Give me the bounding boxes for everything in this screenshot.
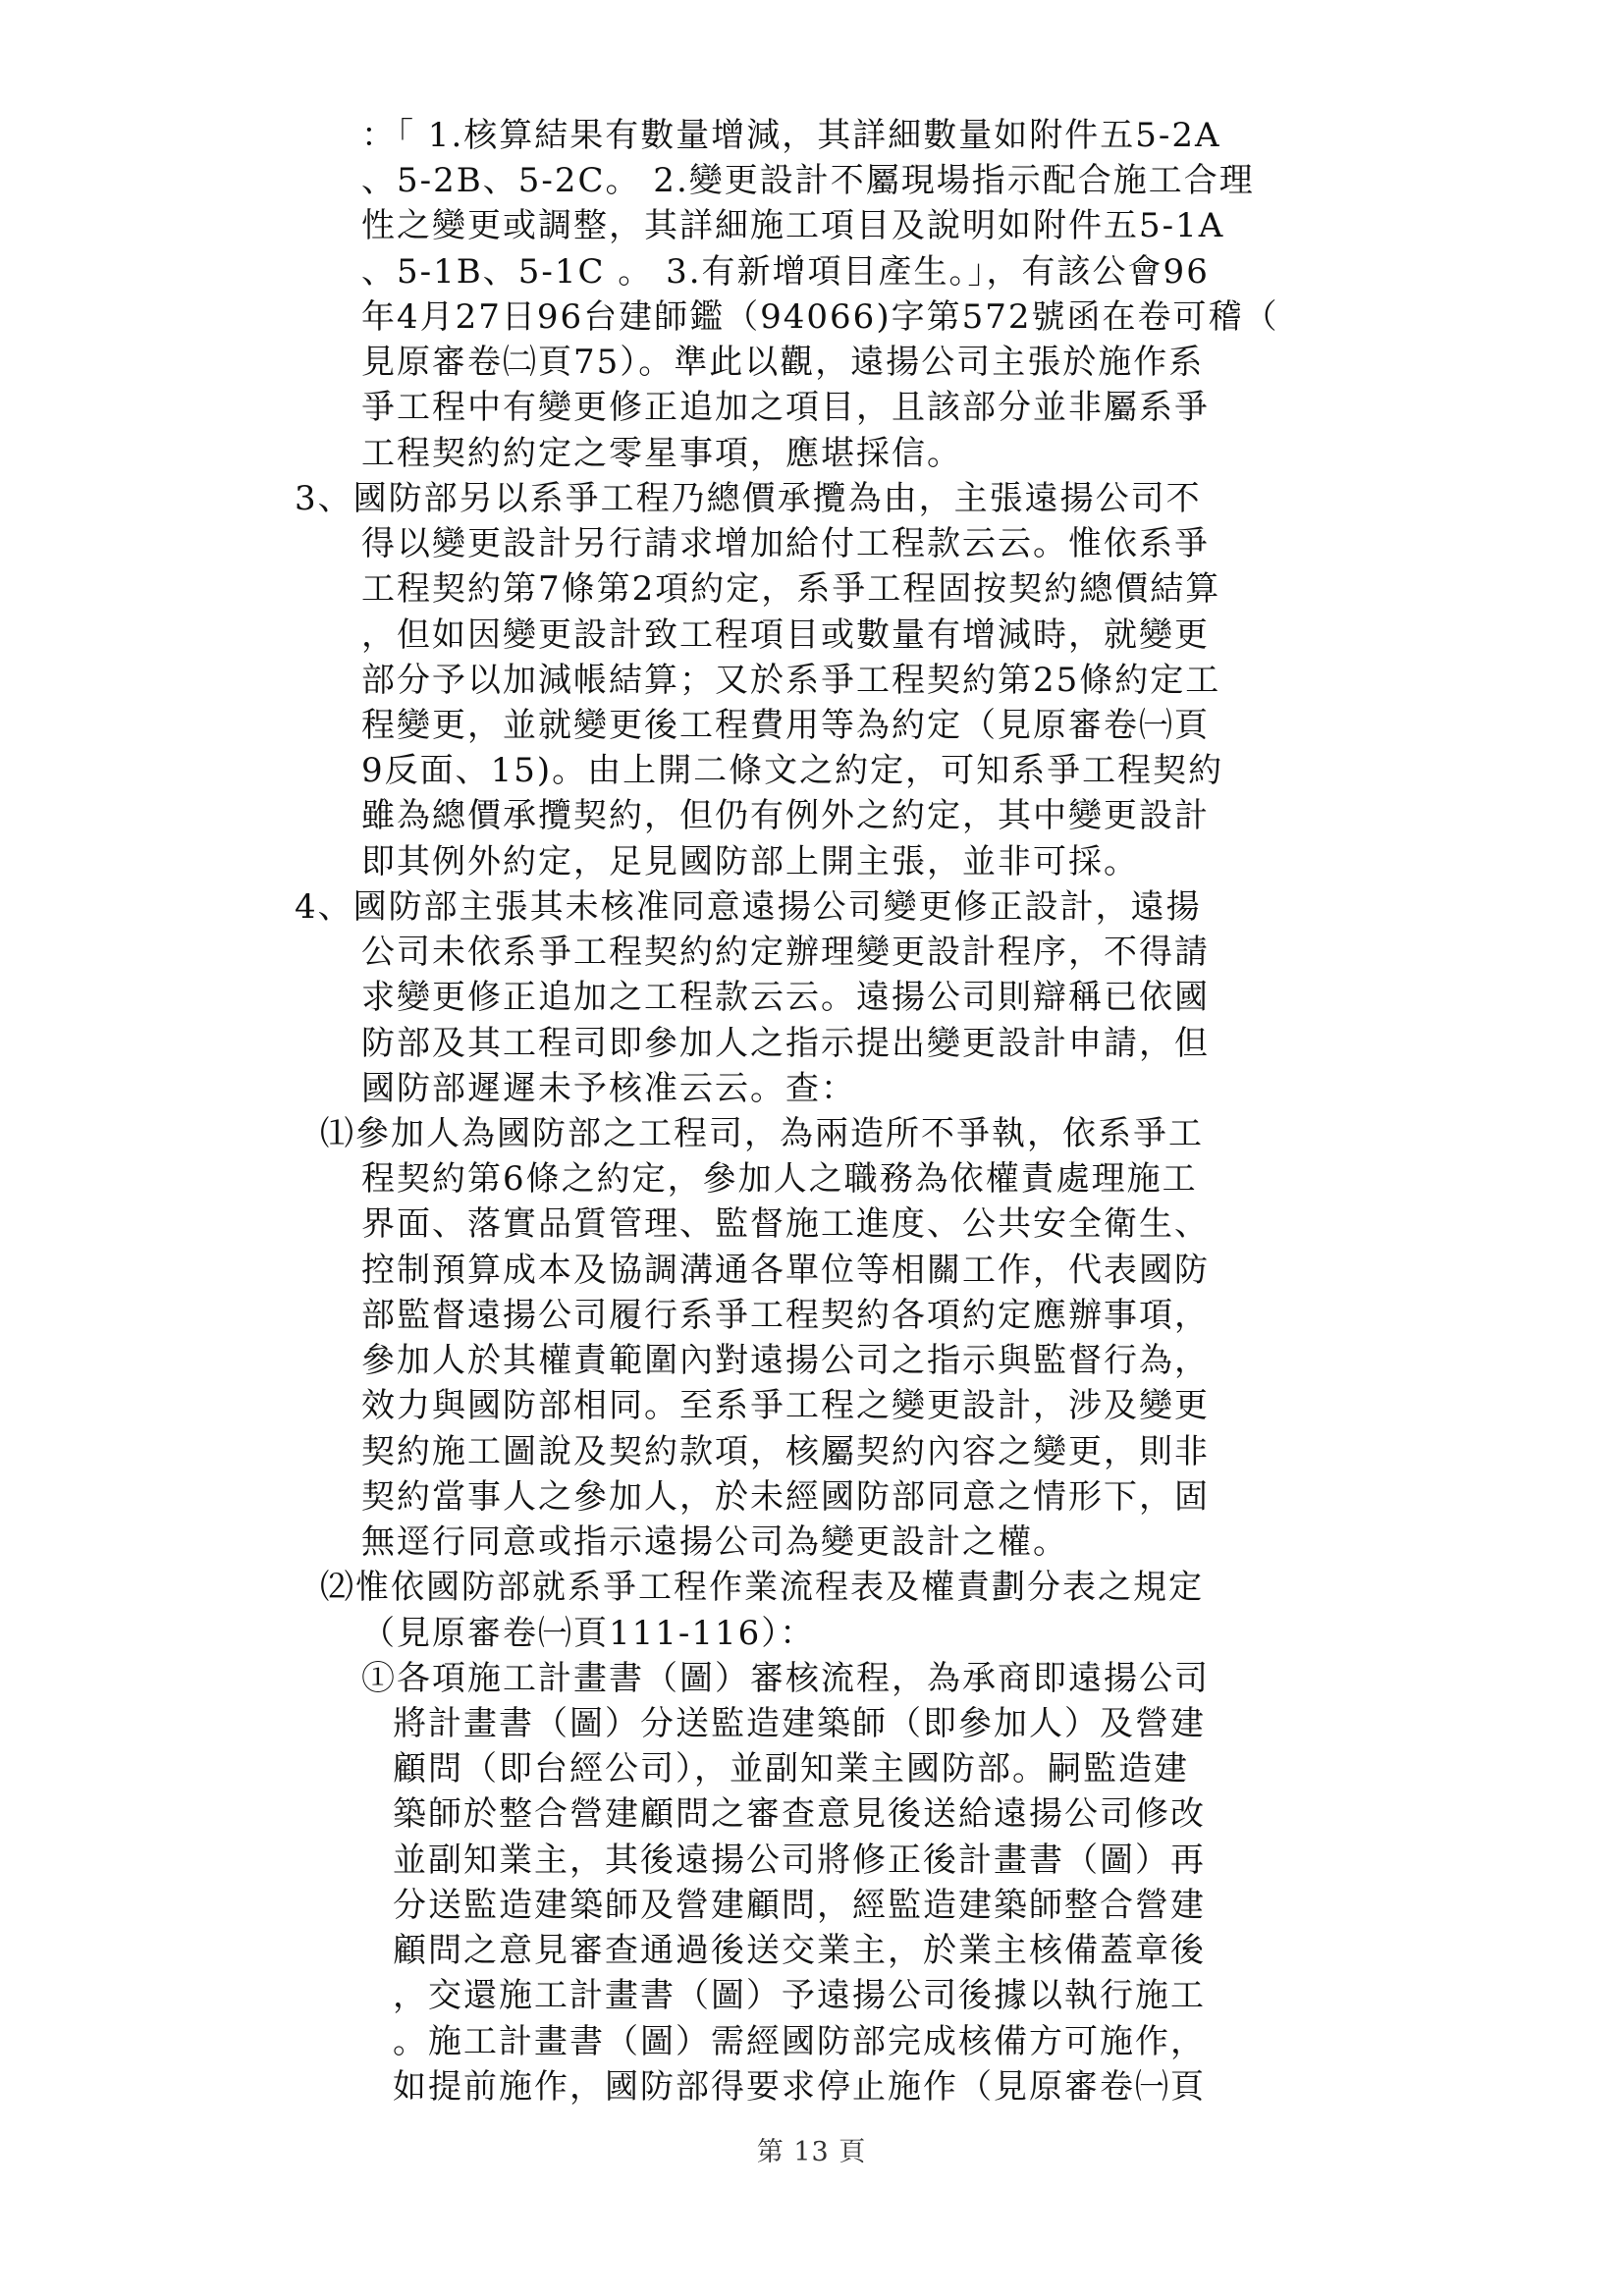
text-line: 部分予以加減帳結算；又於系爭工程契約第25條約定工 xyxy=(361,660,1221,700)
text-line: 無逕行同意或指示遠揚公司為變更設計之權。 xyxy=(361,1522,1068,1563)
text-line: 9反面、15)。由上開二條文之約定，可知系爭工程契約 xyxy=(361,751,1224,791)
text-line: 將計畫書（圖）分送監造建築師（即參加人）及營建 xyxy=(393,1703,1206,1743)
text-line: 見原審卷㈡頁75）。準此以觀，遠揚公司主張於施作系 xyxy=(361,343,1205,383)
text-line: 程契約第6條之約定，參加人之職務為依權責處理施工 xyxy=(361,1159,1198,1200)
page-number: 第 13 頁 xyxy=(756,2137,867,2167)
text-line: 、5-1B、5-1C 。 3.有新增項目產生。」，有該公會96 xyxy=(361,251,1210,292)
text-line: 參加人於其權責範圍內對遠揚公司之指示與監督行為， xyxy=(361,1341,1210,1381)
text-line: 部監督遠揚公司履行系爭工程契約各項約定應辦事項， xyxy=(361,1295,1210,1335)
text-line: 顧問（即台經公司），並副知業主國防部。嗣監造建 xyxy=(393,1749,1189,1789)
text-line: ：「 1.核算結果有數量增減，其詳細數量如附件五5-2A xyxy=(361,116,1221,155)
text-line: 爭工程中有變更修正追加之項目，且該部分並非屬系爭 xyxy=(361,388,1210,428)
text-line: 工程契約約定之零星事項，應堪採信。 xyxy=(361,433,962,473)
text-line: 築師於整合營建顧問之審查意見後送給遠揚公司修改 xyxy=(393,1794,1206,1835)
text-line: 年4月27日96台建師鑑（94066)字第572號函在卷可稽（ xyxy=(361,296,1279,337)
subsection-item-1: ⑴參加人為國防部之工程司，為兩造所不爭執，依系爭工 xyxy=(320,1114,1204,1153)
text-line: 程變更，並就變更後工程費用等為約定（見原審卷㈠頁 xyxy=(361,705,1210,745)
text-line: ，交還施工計畫書（圖）予遠揚公司後據以執行施工 xyxy=(393,1976,1206,2016)
text-line: 防部及其工程司即參加人之指示提出變更設計申請，但 xyxy=(361,1023,1210,1063)
text-line: （見原審卷㈠頁111-116）： xyxy=(361,1613,816,1653)
text-line: 公司未依系爭工程契約約定辦理變更設計程序，不得請 xyxy=(361,933,1210,973)
subsection-item-2: ⑵惟依國防部就系爭工程作業流程表及權責劃分表之規定 xyxy=(320,1568,1204,1608)
section-item-3: 3、國防部另以系爭工程乃總價承攬為由，主張遠揚公司不 xyxy=(295,478,1202,518)
text-line: 國防部遲遲未予核准云云。查： xyxy=(361,1068,856,1108)
text-line: 求變更修正追加之工程款云云。遠揚公司則辯稱已依國 xyxy=(361,978,1210,1018)
text-line: 控制預算成本及協調溝通各單位等相關工作，代表國防 xyxy=(361,1250,1210,1290)
text-line: 界面、落實品質管理、監督施工進度、公共安全衛生、 xyxy=(361,1204,1210,1245)
circled-item-1: ①各項施工計畫書（圖）審核流程，為承商即遠揚公司 xyxy=(361,1658,1210,1698)
text-line: 性之變更或調整，其詳細施工項目及說明如附件五5-1A xyxy=(361,206,1225,246)
text-line: 得以變更設計另行請求增加給付工程款云云。惟依系爭 xyxy=(361,524,1210,564)
text-line: ，但如因變更設計致工程項目或數量有增減時，就變更 xyxy=(361,614,1210,655)
text-line: 契約當事人之參加人，於未經國防部同意之情形下，固 xyxy=(361,1476,1210,1517)
text-line: 分送監造建築師及營建顧問，經監造建築師整合營建 xyxy=(393,1885,1206,1925)
text-line: 如提前施作，國防部得要求停止施作（見原審卷㈠頁 xyxy=(393,2066,1206,2107)
text-line: 契約施工圖說及契約款項，核屬契約內容之變更，則非 xyxy=(361,1431,1210,1471)
section-item-4: 4、國防部主張其未核准同意遠揚公司變更修正設計，遠揚 xyxy=(295,886,1202,927)
text-line: 顧問之意見審查通過後送交業主，於業主核備蓋章後 xyxy=(393,1931,1206,1971)
text-line: 工程契約第7條第2項約定，系爭工程固按契約總價結算 xyxy=(361,569,1221,610)
text-line: 。施工計畫書（圖）需經國防部完成核備方可施作， xyxy=(393,2021,1206,2061)
text-line: 效力與國防部相同。至系爭工程之變更設計，涉及變更 xyxy=(361,1386,1210,1426)
text-line: 即其例外約定，足見國防部上開主張，並非可採。 xyxy=(361,841,1139,881)
text-line: 雖為總價承攬契約，但仍有例外之約定，其中變更設計 xyxy=(361,796,1210,836)
text-line: 、5-2B、5-2C。 2.變更設計不屬現場指示配合施工合理 xyxy=(361,161,1255,201)
text-line: 並副知業主，其後遠揚公司將修正後計畫書（圖）再 xyxy=(393,1840,1206,1880)
